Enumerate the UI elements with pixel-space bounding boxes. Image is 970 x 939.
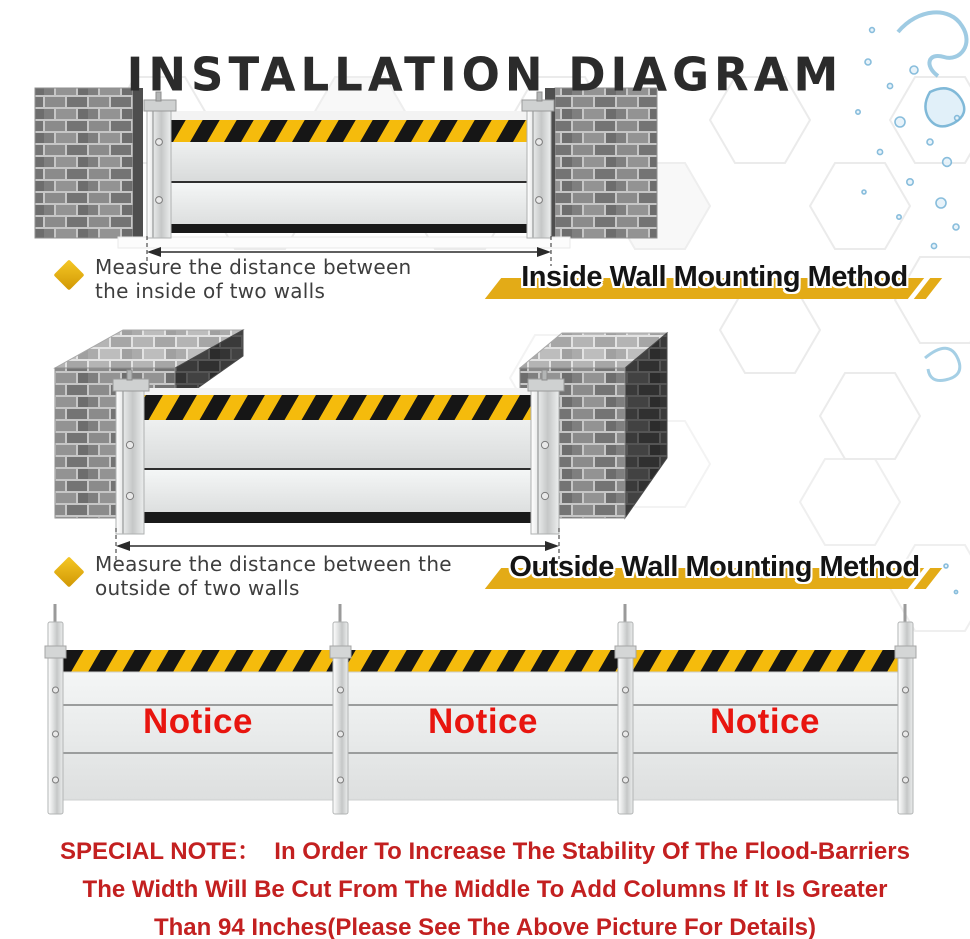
floor-sill — [118, 237, 570, 248]
flood-barrier-panel — [144, 388, 531, 523]
mounting-post-left — [144, 92, 176, 238]
inside-method-banner — [491, 261, 938, 301]
mounting-post-right — [522, 92, 554, 238]
brick-wall-left — [35, 88, 143, 238]
method-label: Outside Wall Mounting Method — [509, 551, 920, 583]
caption-line: the inside of two walls — [95, 279, 326, 303]
hazard-stripe — [144, 395, 531, 420]
outside-caption — [58, 552, 452, 600]
diamond-bullet-icon — [53, 259, 84, 290]
special-note-line: Than 94 Inches(Please See The Above Picture For Details) — [153, 914, 816, 939]
brick-wall-right — [545, 88, 657, 238]
mounting-post-right — [528, 370, 564, 534]
flood-barrier-panel — [171, 111, 527, 233]
caption-line: Measure the distance between the — [95, 552, 452, 576]
mounting-post-left — [113, 370, 149, 534]
hazard-stripe — [171, 120, 527, 142]
notice-label: Notice — [143, 702, 253, 741]
inside-caption — [58, 255, 412, 303]
caption-line: outside of two walls — [95, 576, 300, 600]
outside-method-banner — [491, 551, 938, 591]
inside-mount-diagram — [35, 88, 657, 266]
special-note-line: The Width Will Be Cut From The Middle To Add Columns If It Is Greater — [82, 876, 888, 903]
caption-line: Measure the distance between — [95, 255, 412, 279]
special-note-line: SPECIAL NOTE： In Order To Increase The Stability Of The Flood-Barriers — [60, 838, 910, 865]
notice-label: Notice — [428, 702, 538, 741]
special-note — [0, 833, 970, 939]
diamond-bullet-icon — [53, 556, 84, 587]
outside-mount-diagram — [55, 330, 667, 560]
method-label: Inside Wall Mounting Method — [521, 261, 908, 293]
page-title: INSTALLATION DIAGRAM — [126, 47, 844, 102]
notice-label: Notice — [710, 702, 820, 741]
